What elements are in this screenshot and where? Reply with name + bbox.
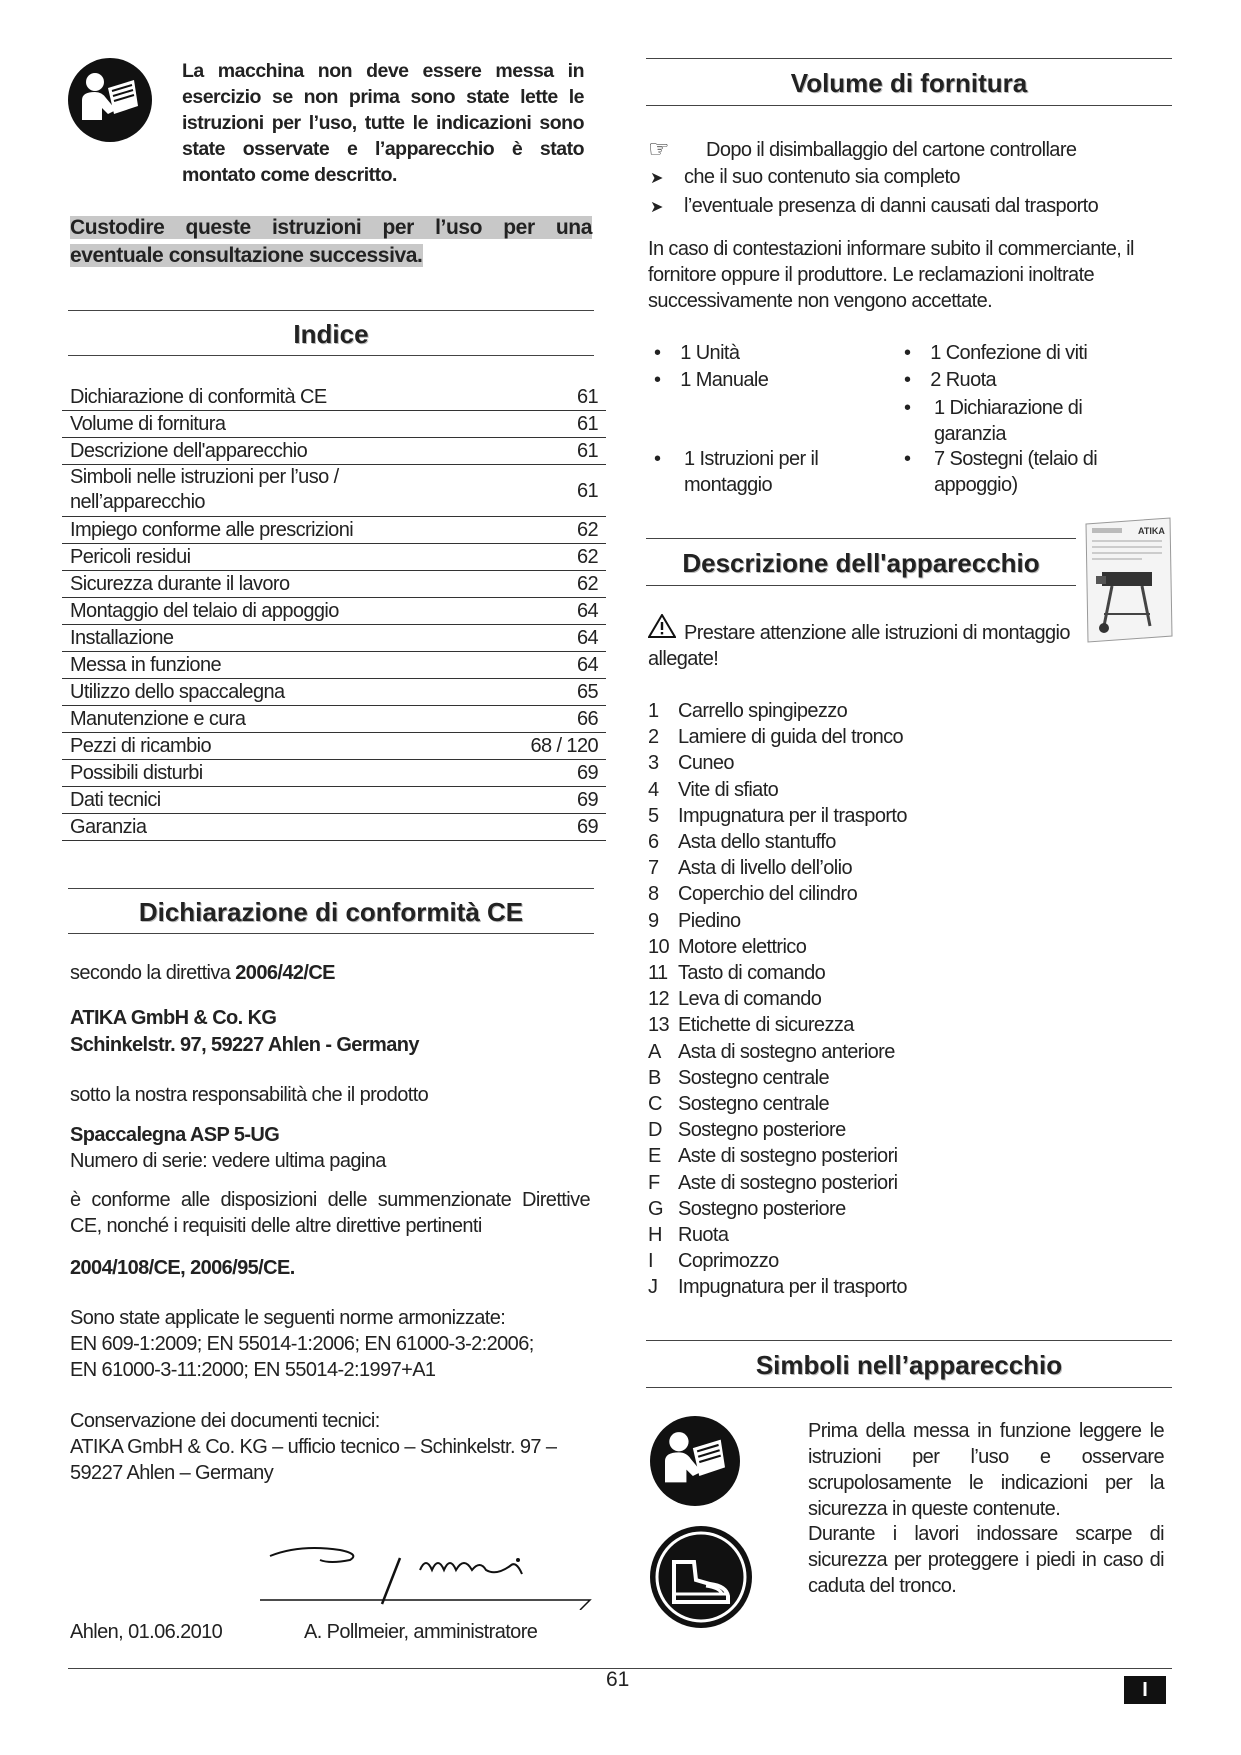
index-row-label: Impiego conforme alle prescrizioni (70, 519, 354, 541)
index-row-page: 68 / 120 (530, 735, 598, 757)
part-key: 4 (648, 778, 659, 801)
index-row-label: Volume di fornitura (70, 413, 226, 435)
index-row-page: 65 (576, 681, 598, 703)
other-directives: 2004/108/CE, 2006/95/CE. (70, 1257, 295, 1279)
place-date: Ahlen, 01.06.2010 (70, 1621, 223, 1643)
index-row-label: Pezzi di ricambio (70, 735, 211, 757)
index-row-page: 61 (576, 480, 598, 502)
delivery-item: • 1 Istruzioni per il montaggio (654, 448, 819, 496)
part-label: Aste di sostegno posteriori (678, 1171, 898, 1194)
index-row-label: Garanzia (70, 816, 147, 838)
part-key: E (648, 1145, 661, 1168)
read-manual-icon (650, 1416, 740, 1506)
svg-text:ATIKA: ATIKA (1138, 526, 1165, 536)
description-heading: Descrizione dell'apparecchio (646, 538, 1076, 586)
signatory: A. Pollmeier, amministratore (304, 1621, 538, 1643)
part-label: Vite di sfiato (678, 778, 779, 801)
safety-shoes-text: Durante i lavori indossare scarpe di sicurezza per proteggere i piedi in caso di caduta del tronco. (808, 1523, 1164, 1597)
index-row (62, 679, 606, 706)
part-key: 12 (648, 988, 670, 1011)
safety-shoes-icon (650, 1526, 752, 1628)
tech-docs-line-1: ATIKA GmbH & Co. KG – ufficio tecnico – Schinkelstr. 97 – (70, 1436, 557, 1458)
part-label: Aste di sostegno posteriori (678, 1145, 898, 1168)
part-key: 10 (648, 935, 670, 958)
part-key: 7 (648, 857, 659, 880)
index-row-label: Montaggio del telaio di appoggio (70, 600, 339, 622)
index-row-page: 64 (576, 600, 598, 622)
part-key: D (648, 1119, 662, 1142)
complaint-text: In caso di contestazioni informare subito il commerciante, il fornitore oppure il produttore. Le reclamazioni inoltrate successivamente non vengono accettate. (648, 238, 1134, 312)
check-intro: Dopo il disimballaggio del cartone controllare (706, 139, 1077, 161)
index-row-page: 64 (576, 627, 598, 649)
part-key: 9 (648, 909, 659, 932)
part-key: A (648, 1040, 661, 1063)
part-label: Tasto di comando (678, 962, 826, 984)
assembly-instructions-thumbnail (1082, 516, 1174, 644)
index-row (62, 411, 606, 438)
index-row-label: Simboli nelle istruzioni per l’uso / nell’apparecchio (70, 466, 339, 513)
delivery-item: • 1 Unità (654, 342, 740, 364)
index-row (62, 814, 606, 841)
directive-line: secondo la direttiva 2006/42/CE (70, 962, 335, 984)
product-name: Spaccalegna ASP 5-UG (70, 1124, 280, 1146)
index-row (62, 544, 606, 571)
delivery-item: • 1 Dichiarazione di garanzia (904, 397, 1083, 445)
conformity-text: è conforme alle disposizioni delle summenzionate Direttive CE, nonché i requisiti delle altre direttive pertinenti (70, 1189, 590, 1237)
part-label: Piedino (678, 909, 741, 932)
tech-docs-line-2: 59227 Ahlen – Germany (70, 1462, 274, 1484)
norms-intro: Sono state applicate le seguenti norme armonizzate: (70, 1307, 506, 1329)
part-label: Motore elettrico (678, 935, 807, 958)
index-row-page: 61 (576, 386, 598, 408)
page-number: 61 (606, 1668, 630, 1691)
index-row (62, 598, 606, 625)
index-row-label: Messa in funzione (70, 654, 222, 676)
norms-line-1: EN 609-1:2009; EN 55014-1:2006; EN 61000-3-2:2006; (70, 1333, 534, 1355)
index-row-label: Utilizzo dello spaccalegna (70, 681, 285, 703)
part-key: 11 (648, 962, 668, 984)
part-label: Asta dello stantuffo (678, 831, 836, 853)
index-row-page: 62 (576, 546, 598, 568)
part-key: J (648, 1276, 658, 1299)
part-label: Coperchio del cilindro (678, 883, 858, 906)
index-row-label: Descrizione dell'apparecchio (70, 440, 308, 462)
index-row-page: 69 (576, 762, 598, 784)
keep-instructions-note: Custodire queste istruzioni per l’uso per una eventuale consultazione successiva. (70, 216, 592, 267)
part-key: 13 (648, 1014, 670, 1037)
delivery-item: • 7 Sostegni (telaio di appoggio) (904, 448, 1098, 496)
index-row (62, 652, 606, 679)
delivery-item: • 2 Ruota (904, 369, 997, 391)
index-row-label: Dati tecnici (70, 789, 161, 811)
index-row-label: Sicurezza durante il lavoro (70, 573, 290, 595)
part-label: Impugnatura per il trasporto (678, 804, 907, 827)
norms-line-2: EN 61000-3-11:2000; EN 55014-2:1997+A1 (70, 1359, 436, 1381)
index-row-page: 61 (576, 413, 598, 435)
part-key: 6 (648, 831, 659, 853)
delivery-item: • 1 Confezione di viti (904, 342, 1088, 364)
part-label: Etichette di sicurezza (678, 1014, 854, 1037)
part-key: F (648, 1171, 660, 1194)
part-key: B (648, 1066, 661, 1089)
index-row-page: 62 (576, 573, 598, 595)
declaration-heading: Dichiarazione di conformità CE (68, 888, 594, 934)
part-label: Sostegno centrale (678, 1093, 830, 1115)
delivery-item: • 1 Manuale (654, 369, 769, 391)
part-key: 1 (648, 700, 659, 722)
index-row-label: Dichiarazione di conformità CE (70, 386, 327, 408)
company-address: Schinkelstr. 97, 59227 Ahlen - Germany (70, 1034, 419, 1056)
check-item: che il suo contenuto sia completo (684, 166, 960, 188)
part-label: Asta di sostegno anteriore (678, 1040, 895, 1063)
index-row (62, 465, 606, 517)
part-key: 8 (648, 883, 659, 906)
index-heading: Indice (68, 310, 594, 356)
index-row-label: Possibili disturbi (70, 762, 203, 784)
part-label: Sostegno posteriore (678, 1197, 846, 1220)
index-row (62, 517, 606, 544)
index-row-label: Pericoli residui (70, 546, 191, 568)
part-label: Carrello spingipezzo (678, 700, 848, 722)
assembly-note: Prestare attenzione alle istruzioni di montaggio allegate! (648, 622, 1070, 670)
part-key: I (648, 1250, 653, 1273)
tech-docs-title: Conservazione dei documenti tecnici: (70, 1410, 380, 1432)
part-label: Sostegno centrale (678, 1066, 830, 1089)
read-manual-icon (68, 58, 152, 142)
part-label: Sostegno posteriore (678, 1119, 846, 1142)
language-badge: I (1124, 1676, 1166, 1704)
index-row-label: Manutenzione e cura (70, 708, 246, 730)
index-row-page: 66 (576, 708, 598, 730)
part-key: H (648, 1224, 662, 1246)
index-row (62, 571, 606, 598)
arrow-bullet-icon: ➤ (650, 170, 664, 187)
arrow-bullet-icon: ➤ (650, 199, 664, 216)
index-row-page: 64 (576, 654, 598, 676)
warning-intro: La macchina non deve essere messa in esercizio se non prima sono state lette le istruzioni per l’uso, tutte le indicazioni sono state osservate e l’apparecchio è stato montato come descritto. (182, 60, 584, 186)
company-name: ATIKA GmbH & Co. KG (70, 1007, 277, 1029)
responsibility-text: sotto la nostra responsabilità che il prodotto (70, 1084, 429, 1106)
index-row (62, 733, 606, 760)
part-label: Leva di comando (678, 988, 822, 1011)
index-row (62, 438, 606, 465)
hand-pointer-icon: ☞ (648, 136, 670, 163)
index-row (62, 787, 606, 814)
part-label: Cuneo (678, 752, 734, 775)
index-row (62, 706, 606, 733)
index-row-page: 61 (576, 440, 598, 462)
read-manual-text: Prima della messa in funzione leggere le istruzioni per l’uso e osservare scrupolosamente le indicazioni per la sicurezza in queste contenute. (808, 1420, 1164, 1520)
index-row-label: Installazione (70, 627, 174, 649)
delivery-heading: Volume di fornitura (646, 58, 1172, 106)
part-label: Impugnatura per il trasporto (678, 1276, 907, 1299)
part-label: Ruota (678, 1224, 729, 1246)
part-key: C (648, 1093, 662, 1115)
part-key: 2 (648, 726, 659, 749)
index-row-page: 69 (576, 816, 598, 838)
part-key: 3 (648, 752, 659, 775)
serial-number-note: Numero di serie: vedere ultima pagina (70, 1150, 386, 1172)
part-key: G (648, 1197, 663, 1220)
part-label: Asta di livello dell’olio (678, 857, 852, 880)
index-row (62, 625, 606, 652)
index-row (62, 760, 606, 787)
index-row (62, 384, 606, 411)
index-row-page: 69 (576, 789, 598, 811)
part-key: 5 (648, 804, 659, 827)
signature (260, 1530, 600, 1610)
symbols-heading: Simboli nell’apparecchio (646, 1340, 1172, 1388)
part-label: Coprimozzo (678, 1250, 779, 1273)
index-row-page: 62 (576, 519, 598, 541)
check-item: l’eventuale presenza di danni causati dal trasporto (684, 195, 1099, 217)
part-label: Lamiere di guida del tronco (678, 726, 904, 749)
